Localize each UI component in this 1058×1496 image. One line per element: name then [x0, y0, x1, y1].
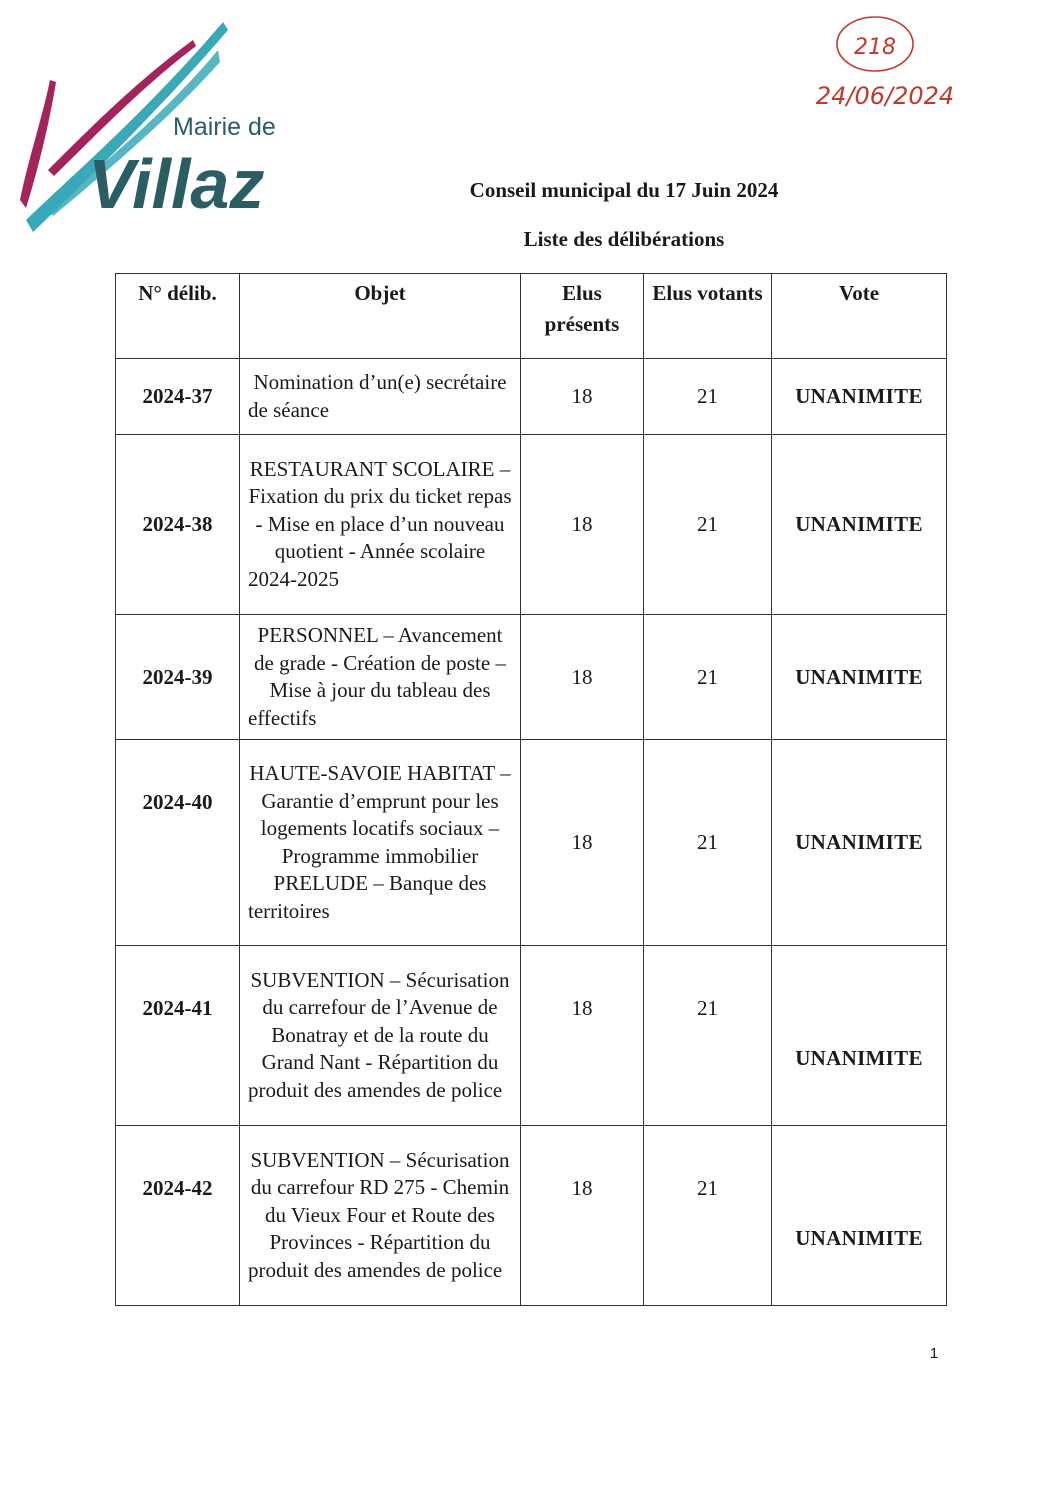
- elus-presents: 18: [521, 435, 644, 615]
- table-row: [116, 946, 947, 1126]
- logo-line1: Mairie de: [173, 113, 276, 141]
- delib-number: 2024-39: [116, 615, 240, 740]
- deliberations-table: [115, 273, 947, 1306]
- elus-votants: 21: [644, 946, 772, 1126]
- elus-presents: 18: [521, 615, 644, 740]
- table-row: [116, 1126, 947, 1306]
- vote-result: UNANIMITE: [772, 615, 947, 740]
- delib-number: 2024-41: [116, 946, 240, 1126]
- delib-objet: HAUTE-SAVOIE HABITAT – Garantie d’emprunt pour les logements locatifs sociaux – Programme immobilier PRELUDE – Banque des territoires: [240, 740, 521, 946]
- delib-objet: SUBVENTION – Sécurisation du carrefour RD 275 - Chemin du Vieux Four et Route des Provinces - Répartition du produit des amendes de police: [240, 1126, 521, 1306]
- elus-presents: 18: [521, 1126, 644, 1306]
- elus-presents: 18: [521, 740, 644, 946]
- elus-presents: 18: [521, 946, 644, 1126]
- logo-line2: Villaz: [88, 145, 265, 223]
- elus-votants: 21: [644, 435, 772, 615]
- elus-votants: 21: [644, 615, 772, 740]
- delib-objet: RESTAURANT SCOLAIRE – Fixation du prix du ticket repas - Mise en place d’un nouveau quotient - Année scolaire 2024-2025: [240, 435, 521, 615]
- stamp-date: 24/06/2024: [815, 82, 955, 110]
- vote-result: UNANIMITE: [772, 946, 947, 1126]
- table-row: [116, 615, 947, 740]
- vote-result: UNANIMITE: [772, 740, 947, 946]
- elus-votants: 21: [644, 359, 772, 435]
- page-number: 1: [929, 1345, 939, 1362]
- delib-number: 2024-42: [116, 1126, 240, 1306]
- delib-objet: PERSONNEL – Avancement de grade - Création de poste – Mise à jour du tableau des effectifs: [240, 615, 521, 740]
- vote-result: UNANIMITE: [772, 435, 947, 615]
- delib-objet: SUBVENTION – Sécurisation du carrefour de l’Avenue de Bonatray et de la route du Grand Nant - Répartition du produit des amendes de police: [240, 946, 521, 1126]
- table-row: [116, 435, 947, 615]
- elus-presents: 18: [521, 359, 644, 435]
- stamp-number: 218: [854, 35, 896, 60]
- delib-number: 2024-38: [116, 435, 240, 615]
- page-subtitle: Liste des délibérations: [523, 227, 725, 251]
- elus-votants: 21: [644, 1126, 772, 1306]
- table-header-row: [116, 274, 947, 359]
- column-header-votants: Elus votants: [644, 274, 772, 359]
- page-title: Conseil municipal du 17 Juin 2024: [469, 178, 779, 202]
- column-header-objet: Objet: [240, 274, 521, 359]
- column-header-vote: Vote: [772, 274, 947, 359]
- column-header-presents: Elus présents: [521, 274, 644, 359]
- handwritten-stamp: [790, 6, 990, 116]
- delib-number: 2024-37: [116, 359, 240, 435]
- table-row: [116, 740, 947, 946]
- vote-result: UNANIMITE: [772, 359, 947, 435]
- delib-number: 2024-40: [116, 740, 240, 946]
- column-header-num: N° délib.: [116, 274, 240, 359]
- delib-objet: Nomination d’un(e) secrétaire de séance: [240, 359, 521, 435]
- vote-result: UNANIMITE: [772, 1126, 947, 1306]
- elus-votants: 21: [644, 740, 772, 946]
- table-row: [116, 359, 947, 435]
